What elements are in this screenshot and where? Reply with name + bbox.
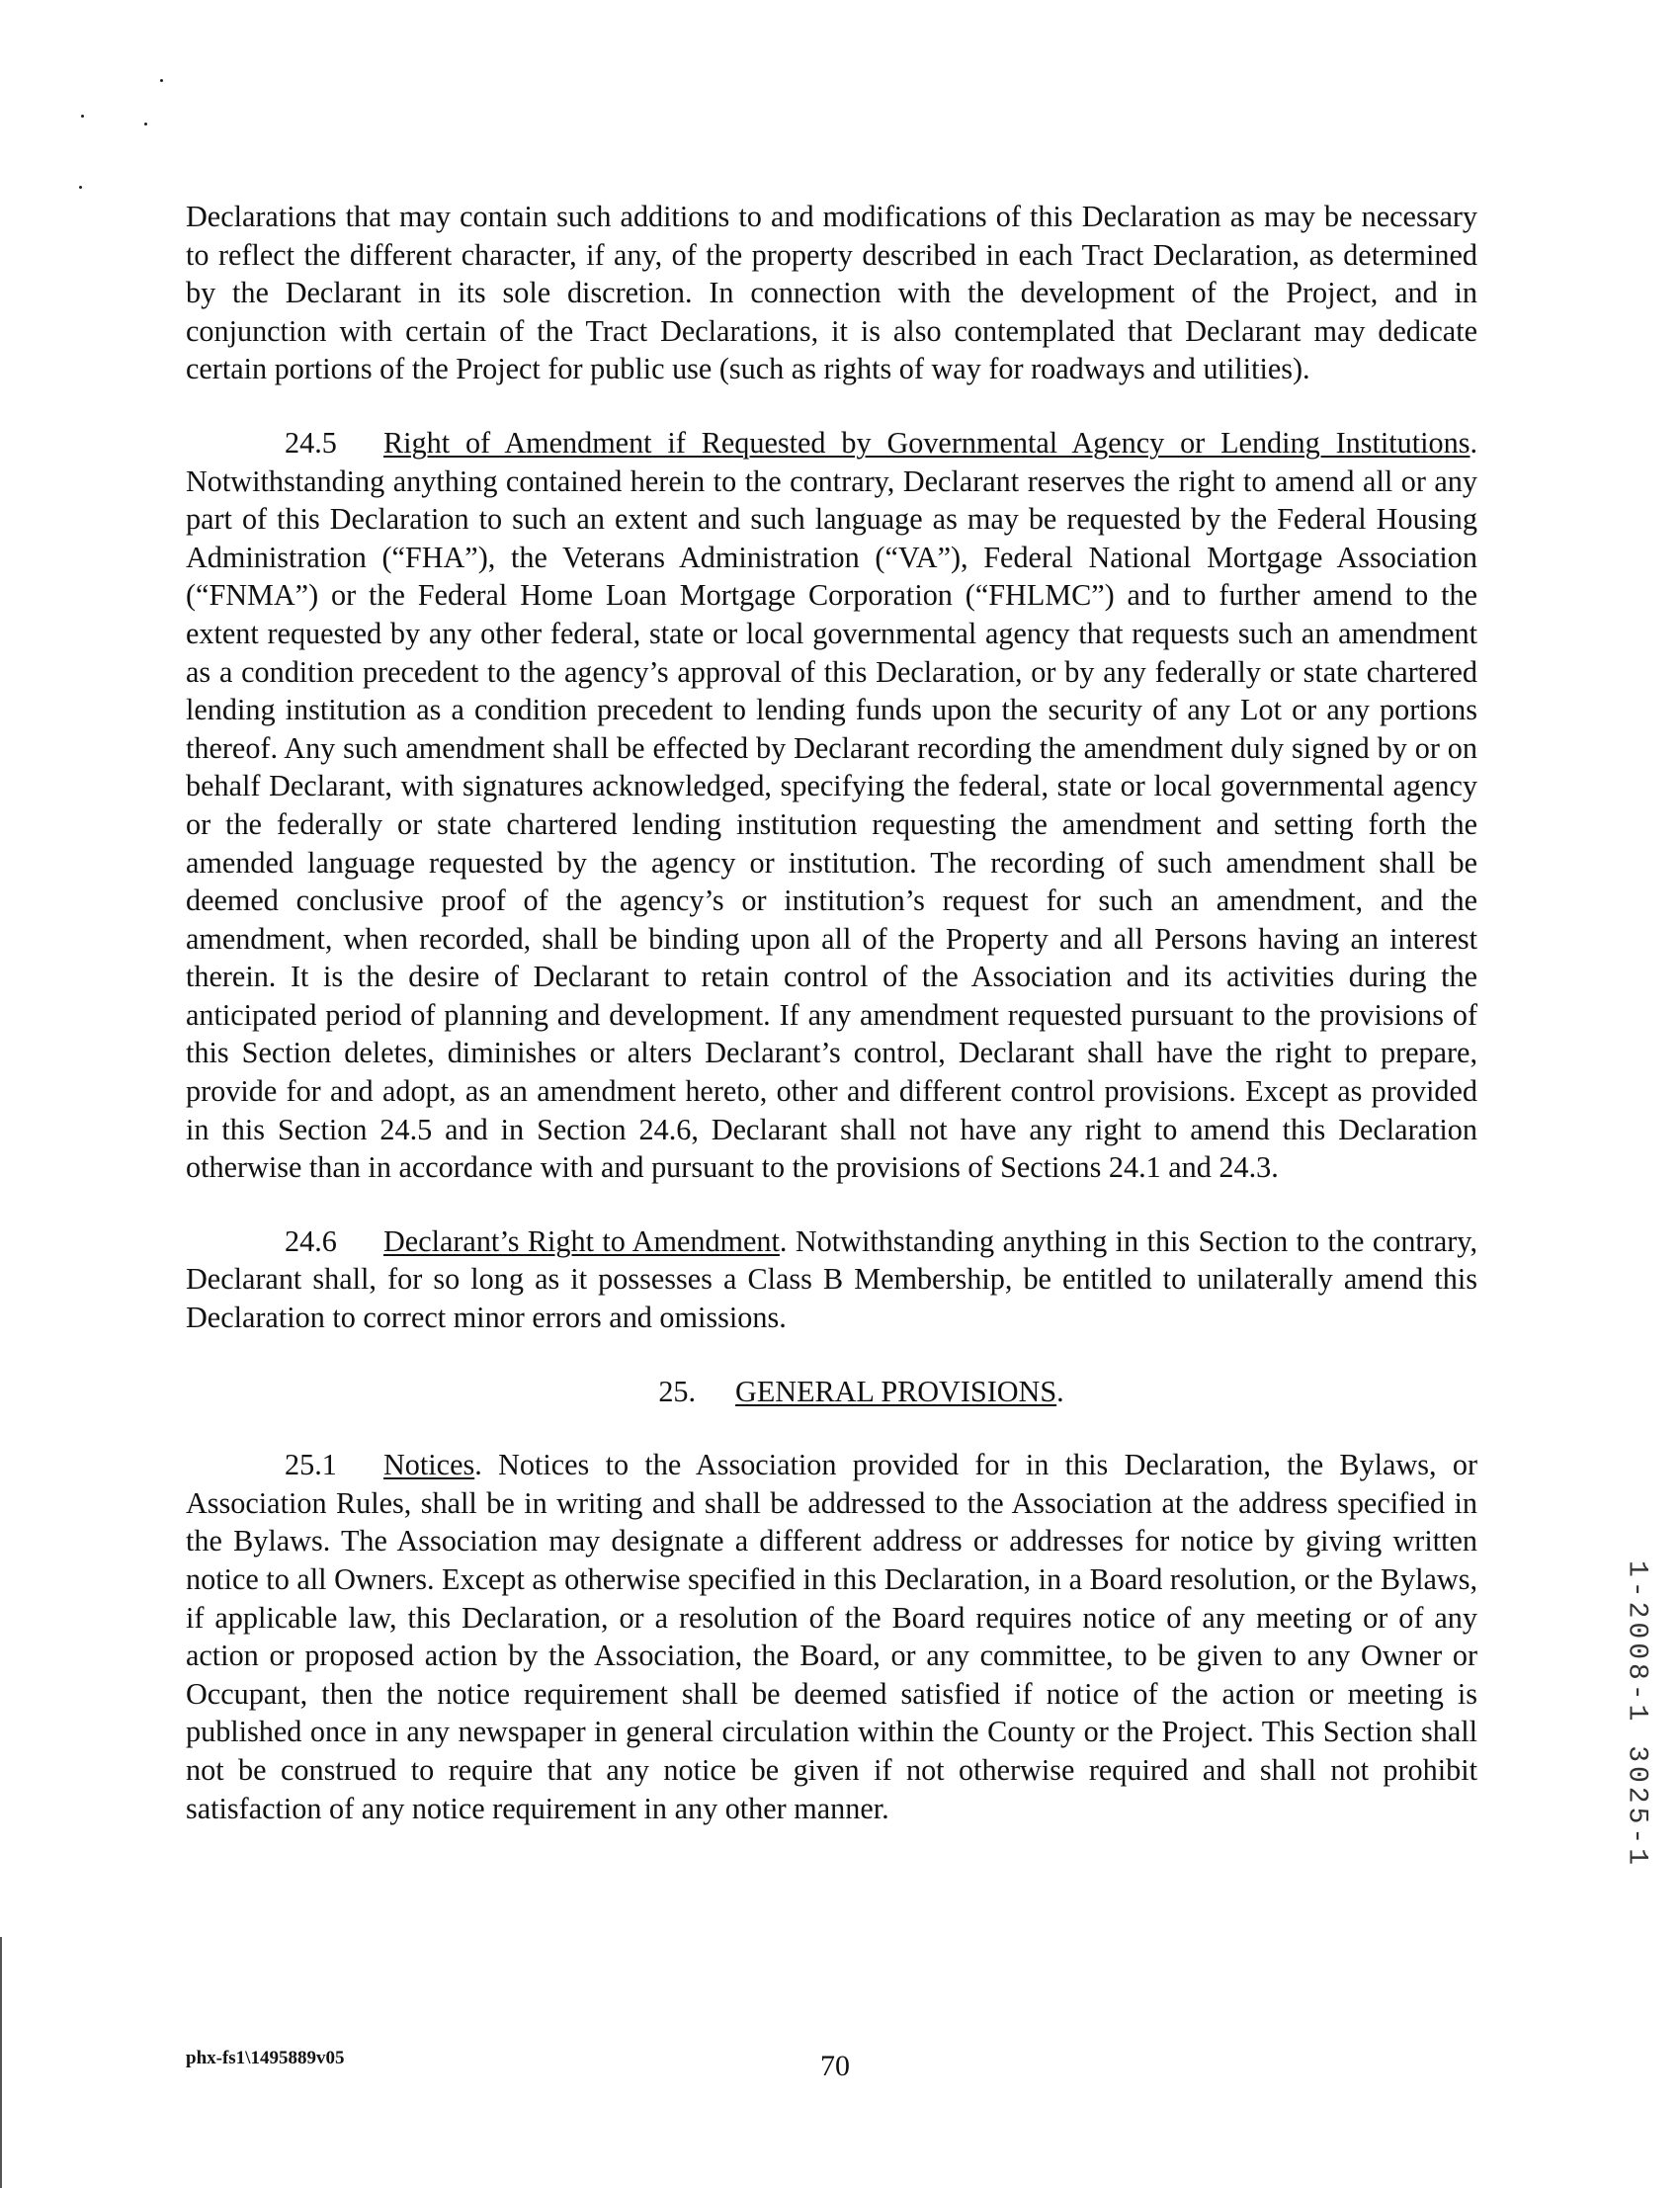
section-24-6: [186, 1222, 1477, 1337]
section-25-1-body: . Notices to the Association provided for in this Declaration, the Bylaws, or Association Rules, shall be in writing and shall be addressed to the Association at the address specified in the Bylaws. The Association may designate a different address or addresses for notice by giving written notice to all Owners. Except as otherwise specified in this Declaration, in a Board resolution, or the Bylaws, if applicable law, this Declaration, or a resolution of the Board requires notice of any meeting or of any action or proposed action by the Association, the Board, or any committee, to be given to any Owner or Occupant, then the notice requirement shall be deemed satisfied if notice of the action or meeting is published once in any newspaper in general circulation within the County or the Project. This Section shall not be construed to require that any notice be given if not otherwise required and shall not prohibit satisfaction of any notice requirement in any other manner.: [186, 1448, 1477, 1825]
section-24-6-number: 24.6: [285, 1223, 337, 1258]
article-25-trailing: .: [1056, 1374, 1064, 1408]
continuation-paragraph: Declarations that may contain such additions to and modifications of this Declaration as may be necessary to reflect the different character, if any, of the property described in each Tract Declaration, as determined by the Declarant in its sole discretion. In connection with the development of the Project, and in conjunction with certain of the Tract Declarations, it is also contemplated that Declarant may dedicate certain portions of the Project for public use (such as rights of way for roadways and utilities).: [186, 200, 1477, 386]
section-24-5-title: Right of Amendment if Requested by Governmental Agency or Lending Institutions: [383, 425, 1470, 460]
side-stamp-text: 1-2008-1 3025-1: [1621, 1559, 1652, 1870]
scan-edge-line: [0, 1937, 2, 2188]
section-24-5-body: . Notwithstanding anything contained herein to the contrary, Declarant reserves the right to amend all or any part of this Declaration to such an extent and such language as may be requested by the Federal Housing Administration (“FHA”), the Veterans Administration (“VA”), Federal National Mortgage Association (“FNMA”) or the Federal Home Loan Mortgage Corporation (“FHLMC”) and to further amend to the extent requested by any other federal, state or local governmental agency that requests such an amendment as a condition precedent to the agency’s approval of this Declaration, or by any federally or state chartered lending institution as a condition precedent to lending funds upon the security of any Lot or any portions thereof. Any such amendment shall be effected by Declarant recording the amendment duly signed by or on behalf Declarant, with signatures acknowledged, specifying the federal, state or local governmental agency or the federally or state chartered lending institution requesting the amendment and setting forth the amended language requested by the agency or institution. The recording of such amendment shall be deemed conclusive proof of the agency’s or institution’s request for such an amendment, and the amendment, when recorded, shall be binding upon all of the Property and all Persons having an interest therein. It is the desire of Declarant to retain control of the Association and its activities during the anticipated period of planning and development. If any amendment requested pursuant to the provisions of this Section deletes, diminishes or alters Declarant’s control, Declarant shall have the right to prepare, provide for and adopt, as an amendment hereto, other and different control provisions. Except as provided in this Section 24.5 and in Section 24.6, Declarant shall not have any right to amend this Declaration otherwise than in accordance with and pursuant to the provisions of Sections 24.1 and 24.3.: [186, 425, 1477, 1185]
article-25-heading: [186, 1373, 1477, 1411]
section-25-1: [186, 1446, 1477, 1827]
section-24-5-number: 24.5: [285, 425, 337, 460]
section-24-6-body: . Notwithstanding anything in this Section to the contrary, Declarant shall, for so long as it possesses a Class B Membership, be entitled to unilaterally amend this Declaration to correct minor errors and omissions.: [186, 1223, 1477, 1335]
article-25-title: GENERAL PROVISIONS: [735, 1374, 1057, 1408]
page-number: 70: [820, 2050, 850, 2082]
section-24-6-title: Declarant’s Right to Amendment: [383, 1223, 780, 1258]
section-25-1-number: 25.1: [285, 1448, 337, 1482]
section-25-1-title: Notices: [383, 1448, 475, 1482]
side-recording-stamp: [1617, 1559, 1656, 1870]
section-24-5: [186, 424, 1477, 1187]
article-25-number: 25.: [658, 1374, 697, 1408]
document-body: [186, 198, 1477, 1863]
footer-document-id: phx-fs1\1495889v05: [186, 2048, 345, 2068]
